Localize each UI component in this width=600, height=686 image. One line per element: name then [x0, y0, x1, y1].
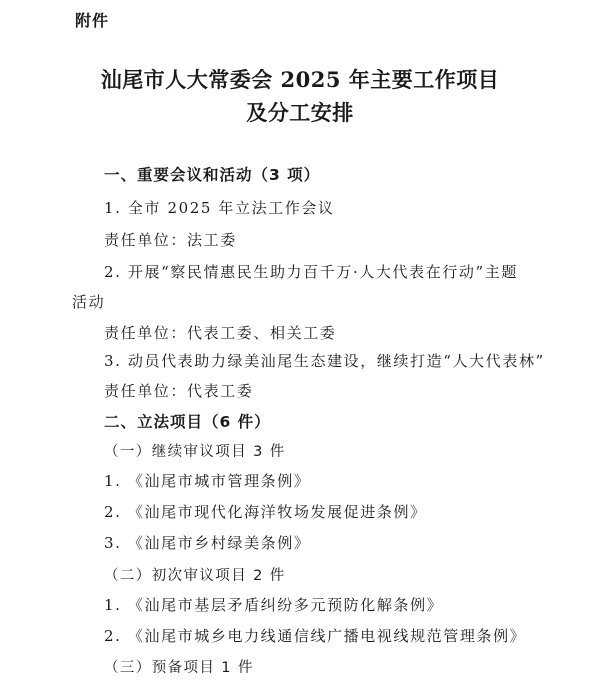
section-2-heading: 二、立法项目（6 件） [104, 413, 271, 431]
section-1-item-2-responsible: 责任单位：代表工委、相关工委 [104, 324, 337, 342]
section-2-sub-1-item-3: 3. 《汕尾市乡村绿美条例》 [104, 534, 311, 552]
section-1-item-2-continued: 活动 [72, 293, 106, 311]
section-2-subheading-3: （三）预备项目 1 件 [104, 660, 254, 676]
document-title-line-2: 及分工安排 [246, 100, 354, 125]
section-2-subheading-1: （一）继续审议项目 3 件 [104, 444, 286, 460]
section-1-item-3-responsible: 责任单位：代表工委 [104, 382, 254, 400]
section-2-sub-2-item-2: 2. 《汕尾市城乡电力线通信线广播电视线规范管理条例》 [104, 627, 527, 645]
section-1-heading: 一、重要会议和活动（3 项） [104, 166, 321, 184]
section-2-sub-1-item-2: 2. 《汕尾市现代化海洋牧场发展促进条例》 [104, 503, 427, 521]
attachment-label: 附件 [75, 11, 110, 30]
section-1-item-2: 2. 开展“察民情惠民生助力百千万·人大代表在行动”主题 [104, 263, 518, 281]
document-title-line-1: 汕尾市人大常委会 2025 年主要工作项目 [100, 67, 500, 92]
section-2-subheading-2: （二）初次审议项目 2 件 [104, 568, 286, 584]
section-1-item-3: 3. 动员代表助力绿美汕尾生态建设，继续打造“人大代表林” [104, 352, 545, 370]
section-1-item-1-responsible: 责任单位：法工委 [104, 231, 237, 249]
section-1-item-1: 1. 全市 2025 年立法工作会议 [104, 199, 335, 217]
section-2-sub-1-item-1: 1. 《汕尾市城市管理条例》 [104, 472, 311, 490]
section-2-sub-2-item-1: 1. 《汕尾市基层矛盾纠纷多元预防化解条例》 [104, 596, 444, 614]
